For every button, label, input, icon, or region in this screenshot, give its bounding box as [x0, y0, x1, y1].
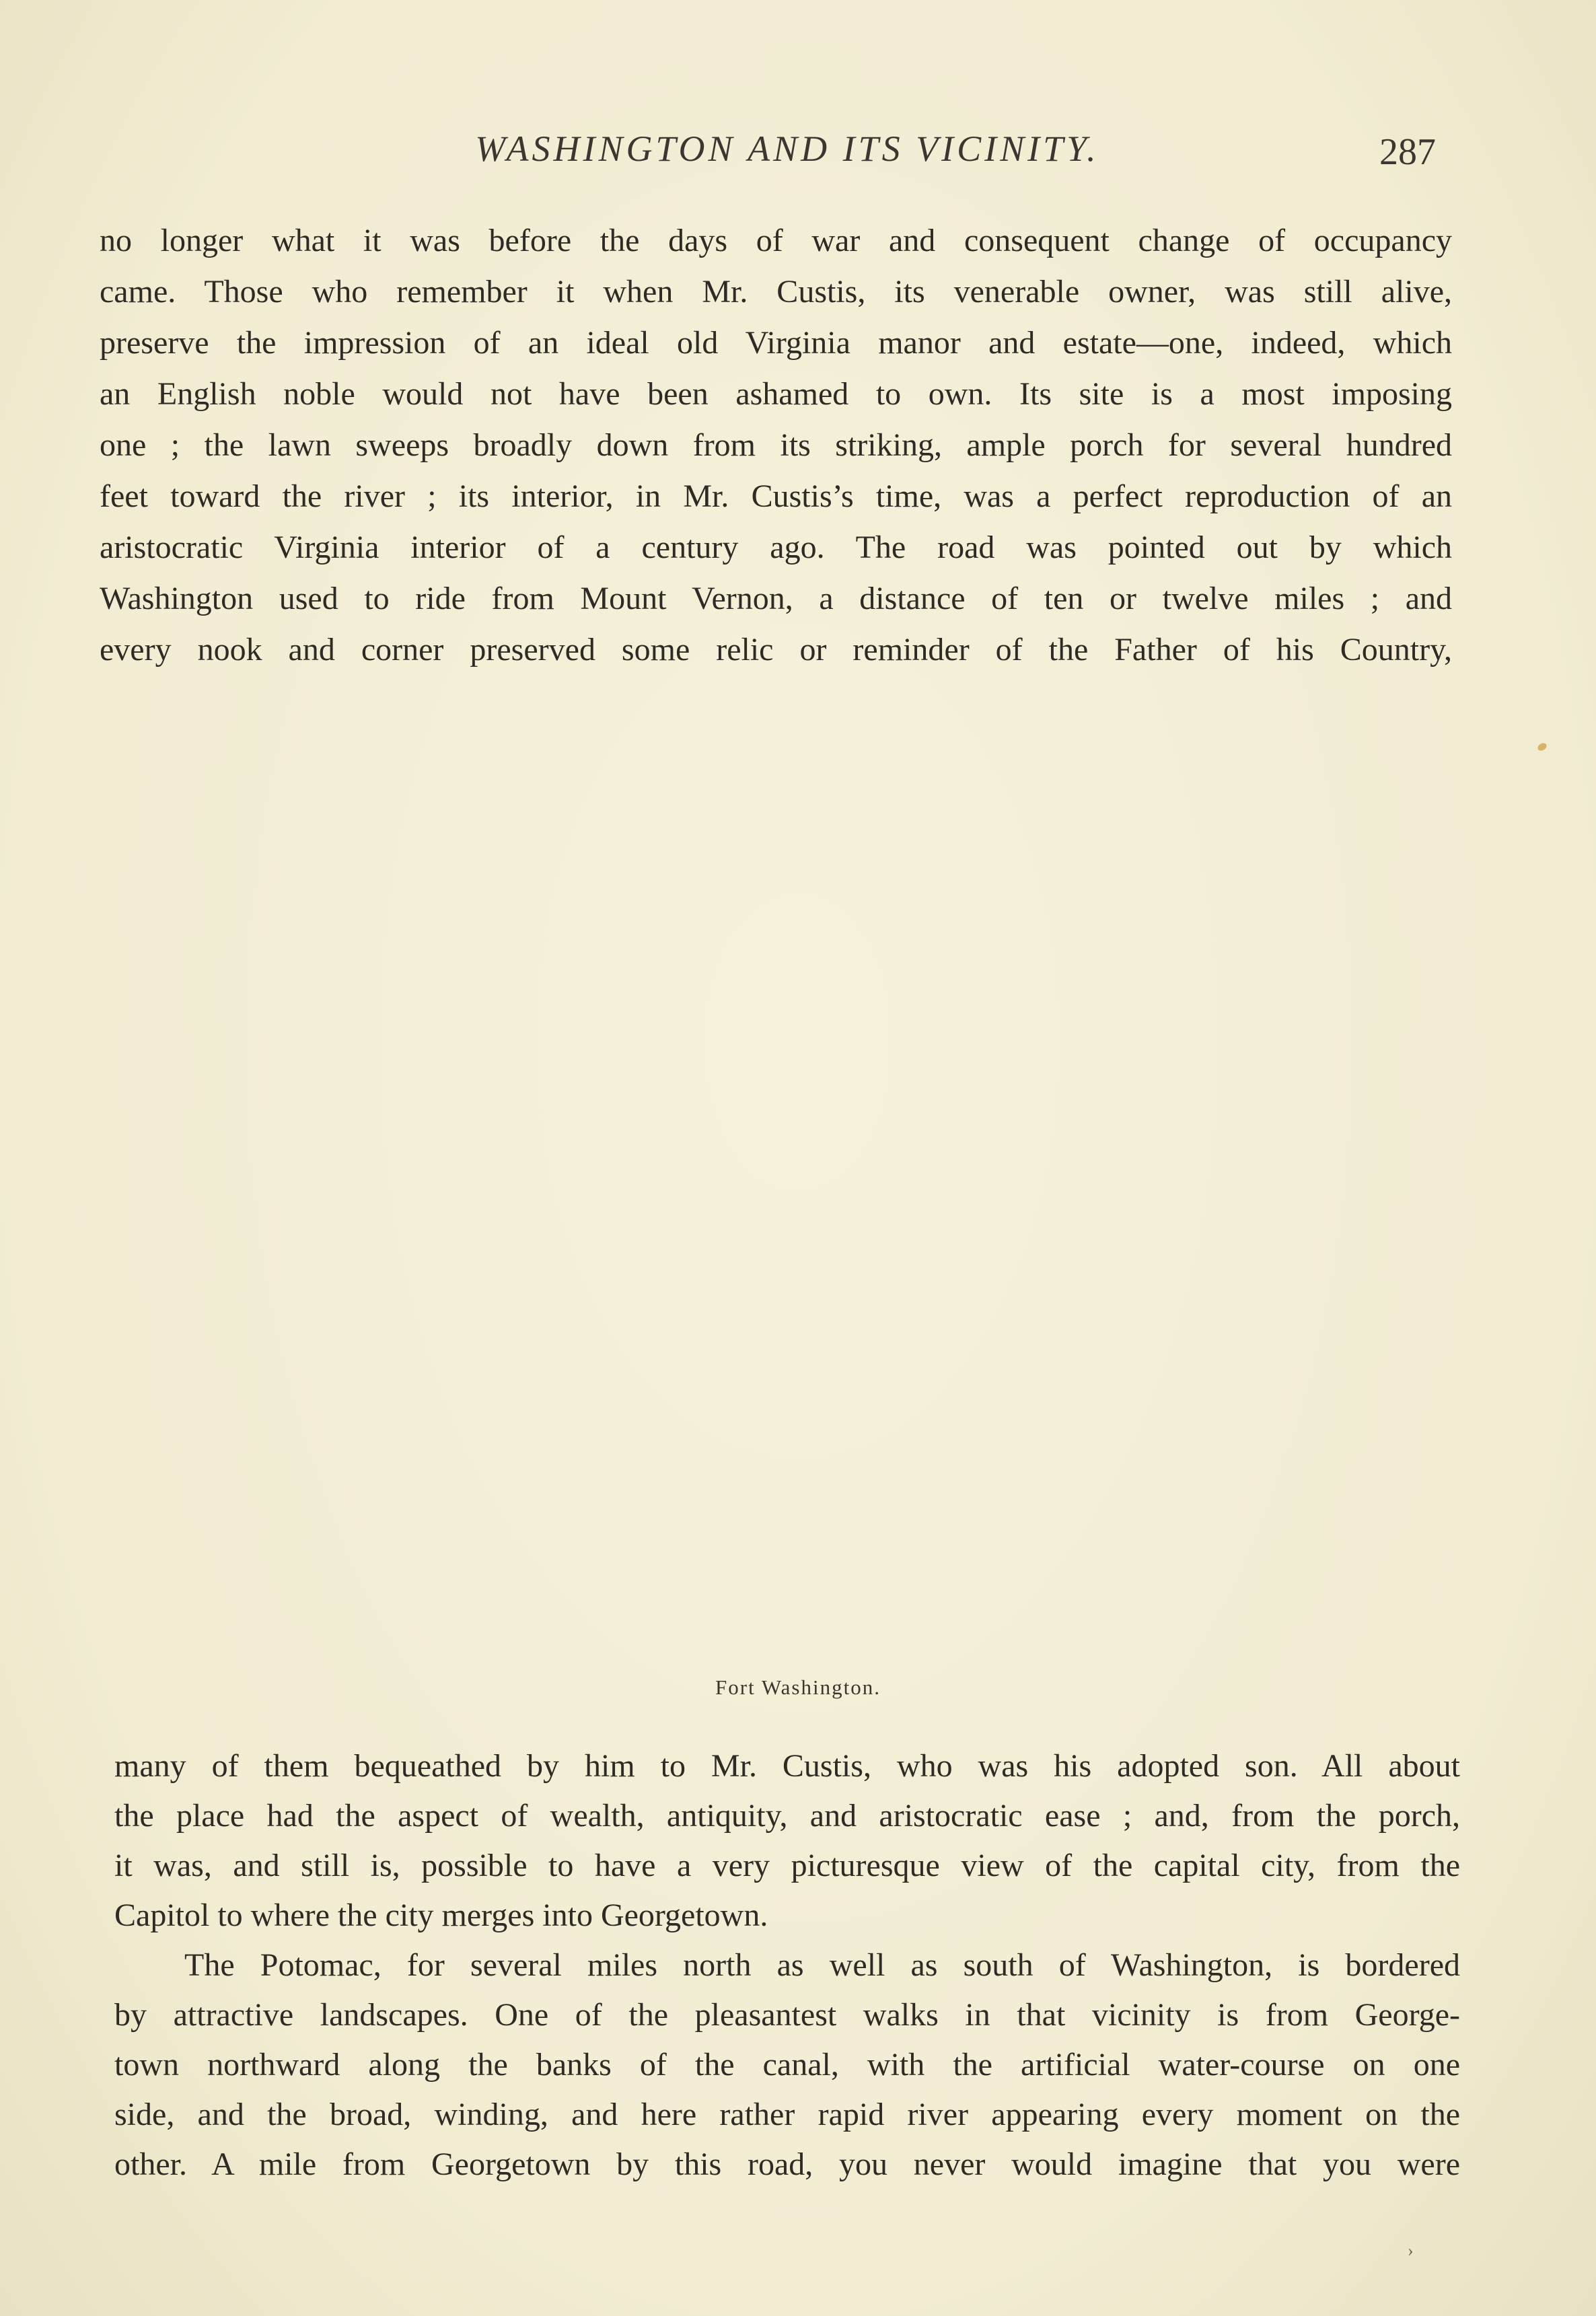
paper-blemish — [1536, 741, 1548, 752]
text-line: one ; the lawn sweeps broadly down from its striking, ample porch for several hundred — [100, 427, 1452, 463]
text-line: Capitol to where the city merges into Georgetown. — [114, 1897, 768, 1933]
text-line: preserve the impression of an ideal old Virginia manor and estate—one, indeed, which — [100, 325, 1452, 361]
text-line: town northward along the banks of the canal, with the artificial water-course on one — [114, 2047, 1460, 2083]
text-line: feet toward the river ; its interior, in Mr. Custis’s time, was a perfect reproduction of an — [100, 478, 1452, 514]
engraving-illustration — [155, 740, 1406, 1649]
text-line: an English noble would not have been ashamed to own. Its site is a most imposing — [100, 376, 1452, 412]
text-line: other. A mile from Georgetown by this road, you never would imagine that you were — [114, 2146, 1460, 2182]
text-line: no longer what it was before the days of war and consequent change of occupancy — [100, 223, 1452, 258]
text-line: Washington used to ride from Mount Vernon, a distance of ten or twelve miles ; and — [100, 581, 1452, 616]
top-paragraph — [100, 215, 1452, 676]
running-head — [0, 128, 1596, 182]
text-line: aristocratic Virginia interior of a century ago. The road was pointed out by which — [100, 530, 1452, 565]
printer-mark: › — [1408, 2241, 1414, 2260]
engraving-fort-washington — [155, 740, 1406, 1649]
running-title: WASHINGTON AND ITS VICINITY. — [475, 129, 1099, 169]
page-number: 287 — [1379, 131, 1436, 173]
text-line: the place had the aspect of wealth, antiquity, and aristocratic ease ; and, from the porch, — [114, 1798, 1460, 1834]
text-line: every nook and corner preserved some relic or reminder of the Father of his Country, — [100, 632, 1452, 667]
text-line: side, and the broad, winding, and here rather rapid river appearing every moment on the — [114, 2097, 1460, 2132]
text-line: many of them bequeathed by him to Mr. Custis, who was his adopted son. All about — [114, 1748, 1460, 1784]
text-line: came. Those who remember it when Mr. Custis, its venerable owner, was still alive, — [100, 274, 1452, 310]
bottom-paragraphs — [114, 1741, 1460, 2190]
figure-caption: Fort Washington. — [715, 1675, 881, 1699]
text-line: by attractive landscapes. One of the pleasantest walks in that vicinity is from George- — [114, 1997, 1460, 2033]
text-line: it was, and still is, possible to have a very picturesque view of the capital city, from the — [114, 1848, 1460, 1883]
text-line: The Potomac, for several miles north as well as south of Washington, is bordered — [184, 1947, 1460, 1983]
